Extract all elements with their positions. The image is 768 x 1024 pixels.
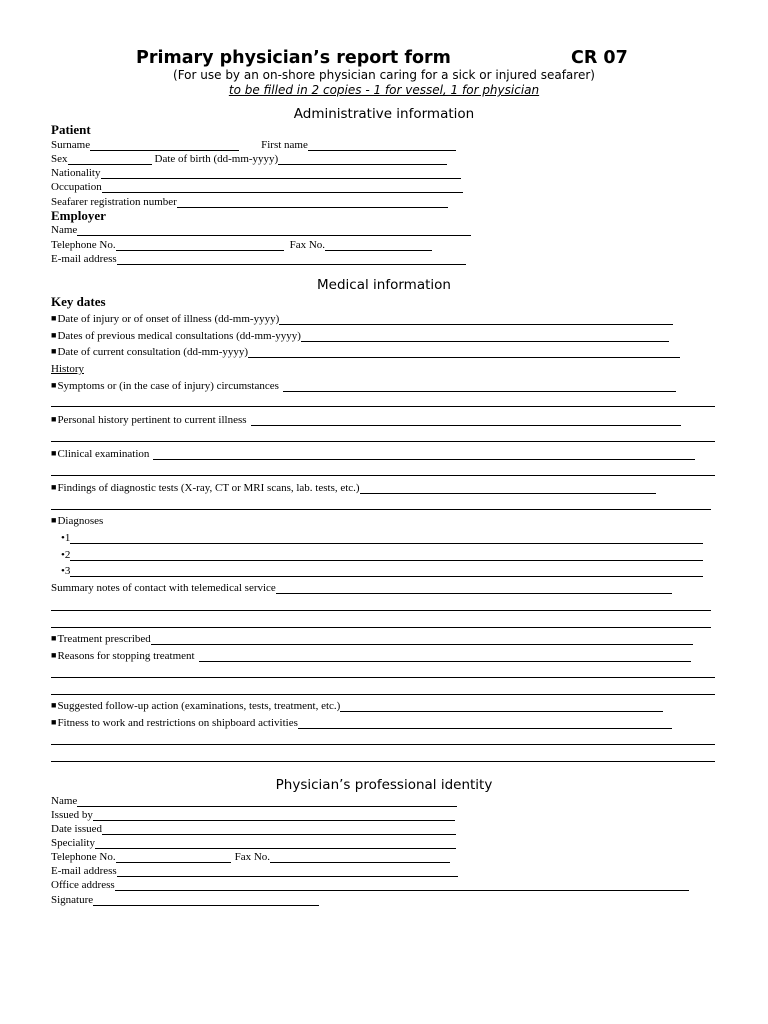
- personal-history-label: Personal history pertinent to current illness: [57, 414, 247, 426]
- clinical-exam-row: [51, 447, 695, 461]
- diagnosis-1-label: 1: [64, 532, 71, 544]
- dob-label: Date of birth (dd-mm-yyyy): [154, 153, 279, 165]
- fitness-label: Fitness to work and restrictions on shipboard activities: [57, 717, 298, 729]
- bullet-icon: ■: [51, 515, 57, 525]
- history-heading: History: [51, 363, 84, 375]
- current-consult-field[interactable]: [248, 346, 680, 358]
- bullet-icon: ■: [51, 700, 57, 710]
- stopping-reasons-extra-line-1[interactable]: [51, 677, 715, 678]
- physician-section-title: Physician’s professional identity: [275, 777, 493, 793]
- seafarer-reg-row: [51, 195, 448, 209]
- clinical-exam-field[interactable]: [153, 448, 695, 460]
- small-bullet-icon: •: [61, 549, 65, 561]
- physician-email-row: [51, 864, 458, 878]
- personal-history-field[interactable]: [251, 414, 681, 426]
- history-heading-row: [51, 362, 84, 376]
- telemedical-field[interactable]: [276, 582, 672, 594]
- form-title-bar: [0, 48, 768, 70]
- signature-row: [51, 893, 319, 907]
- diagnoses-label: Diagnoses: [57, 515, 104, 527]
- employer-fax-label: Fax No.: [289, 239, 326, 251]
- form-title: Primary physician’s report form: [136, 48, 451, 68]
- first-name-label: First name: [261, 139, 308, 151]
- physician-telephone-label: Telephone No.: [51, 851, 116, 863]
- clinical-exam-extra-line[interactable]: [51, 475, 715, 476]
- seafarer-reg-label: Seafarer registration number: [51, 196, 177, 208]
- symptoms-extra-line[interactable]: [51, 406, 715, 407]
- physician-name-label: Name: [51, 795, 78, 807]
- injury-date-field[interactable]: [279, 313, 673, 325]
- employer-email-label: E-mail address: [51, 253, 117, 265]
- admin-section-title: Administrative information: [293, 106, 475, 122]
- previous-consults-row: [51, 329, 669, 343]
- symptoms-label: Symptoms or (in the case of injury) circumstances: [57, 380, 279, 392]
- telemedical-row: [51, 581, 672, 595]
- diagnosis-2-field[interactable]: [70, 549, 703, 561]
- fitness-extra-line-2[interactable]: [51, 761, 715, 762]
- stopping-reasons-row: [51, 649, 691, 663]
- signature-label: Signature: [51, 894, 94, 906]
- previous-consults-field[interactable]: [301, 330, 669, 342]
- employer-email-row: [51, 252, 466, 266]
- bullet-icon: ■: [51, 330, 57, 340]
- sex-field[interactable]: [68, 153, 152, 165]
- current-consult-row: [51, 345, 680, 359]
- dob-field[interactable]: [278, 153, 447, 165]
- issued-by-label: Issued by: [51, 809, 93, 821]
- fitness-row: [51, 716, 672, 730]
- physician-name-field[interactable]: [77, 795, 457, 807]
- issued-by-field[interactable]: [93, 809, 455, 821]
- speciality-row: [51, 836, 456, 850]
- physician-telephone-field[interactable]: [116, 851, 231, 863]
- clinical-exam-label: Clinical examination: [57, 448, 150, 460]
- key-dates-heading: Key dates: [51, 294, 106, 309]
- bullet-icon: ■: [51, 313, 57, 323]
- date-issued-row: [51, 822, 456, 836]
- previous-consults-label: Dates of previous medical consultations (dd-mm-yyyy): [57, 330, 301, 342]
- small-bullet-icon: •: [61, 565, 65, 577]
- bullet-icon: ■: [51, 482, 57, 492]
- speciality-label: Speciality: [51, 837, 95, 849]
- injury-date-row: [51, 312, 673, 326]
- issued-by-row: [51, 808, 455, 822]
- signature-field[interactable]: [93, 894, 319, 906]
- diagnostic-tests-extra-line[interactable]: [51, 509, 711, 510]
- bullet-icon: ■: [51, 633, 57, 643]
- medical-section-title: Medical information: [317, 277, 451, 293]
- bullet-icon: ■: [51, 346, 57, 356]
- diagnosis-1-field[interactable]: [70, 532, 703, 544]
- diagnosis-3-field[interactable]: [70, 565, 703, 577]
- treatment-row: [51, 632, 693, 646]
- fitness-field[interactable]: [298, 717, 672, 729]
- stopping-reasons-field[interactable]: [199, 650, 691, 662]
- diagnosis-2-row: [61, 548, 703, 562]
- date-issued-field[interactable]: [102, 823, 456, 835]
- speciality-field[interactable]: [95, 837, 456, 849]
- physician-name-row: [51, 794, 457, 808]
- symptoms-field[interactable]: [283, 380, 676, 392]
- bullet-icon: ■: [51, 380, 57, 390]
- diagnostic-tests-label: Findings of diagnostic tests (X-ray, CT or MRI scans, lab. tests, etc.): [57, 482, 360, 494]
- follow-up-label: Suggested follow-up action (examinations, tests, treatment, etc.): [57, 700, 341, 712]
- employer-heading: Employer: [51, 208, 106, 223]
- occupation-label: Occupation: [51, 181, 102, 193]
- office-address-label: Office address: [51, 879, 115, 891]
- employer-name-label: Name: [51, 224, 78, 236]
- nationality-row: [51, 166, 461, 180]
- first-name-field[interactable]: [308, 139, 456, 151]
- diagnostic-tests-row: [51, 481, 656, 495]
- surname-field[interactable]: [90, 139, 239, 151]
- small-bullet-icon: •: [61, 532, 65, 544]
- patient-heading: Patient: [51, 122, 91, 137]
- bullet-icon: ■: [51, 717, 57, 727]
- office-address-field[interactable]: [115, 879, 689, 891]
- occupation-row: [51, 180, 463, 194]
- telemedical-label: Summary notes of contact with telemedical service: [51, 582, 276, 594]
- physician-email-field[interactable]: [117, 865, 458, 877]
- diagnosis-2-label: 2: [64, 549, 71, 561]
- injury-date-label: Date of injury or of onset of illness (dd-mm-yyyy): [57, 313, 280, 325]
- current-consult-label: Date of current consultation (dd-mm-yyyy): [57, 346, 249, 358]
- office-address-row: [51, 878, 689, 892]
- stopping-reasons-extra-line-2[interactable]: [51, 694, 715, 695]
- treatment-label: Treatment prescribed: [57, 633, 151, 645]
- employer-telephone-label: Telephone No.: [51, 239, 116, 251]
- physician-email-label: E-mail address: [51, 865, 117, 877]
- stopping-reasons-label: Reasons for stopping treatment: [57, 650, 195, 662]
- surname-label: Surname: [51, 139, 91, 151]
- diagnosis-1-row: [61, 531, 703, 545]
- telemedical-extra-line-2[interactable]: [51, 627, 711, 628]
- sex-label: Sex: [51, 153, 68, 165]
- surname-row: [51, 138, 456, 152]
- occupation-field[interactable]: [102, 181, 463, 193]
- nationality-label: Nationality: [51, 167, 101, 179]
- diagnostic-tests-field[interactable]: [360, 482, 656, 494]
- employer-name-field[interactable]: [77, 224, 471, 236]
- bullet-icon: ■: [51, 414, 57, 424]
- personal-history-extra-line[interactable]: [51, 441, 715, 442]
- follow-up-row: [51, 699, 663, 713]
- telemedical-extra-line-1[interactable]: [51, 610, 711, 611]
- physician-fax-label: Fax No.: [234, 851, 271, 863]
- bullet-icon: ■: [51, 448, 57, 458]
- physician-fax-field[interactable]: [270, 851, 450, 863]
- bullet-icon: ■: [51, 650, 57, 660]
- nationality-field[interactable]: [101, 167, 461, 179]
- date-issued-label: Date issued: [51, 823, 103, 835]
- employer-fax-field[interactable]: [325, 239, 432, 251]
- copies-note: to be filled in 2 copies - 1 for vessel, 1 for physician: [228, 83, 540, 97]
- employer-telephone-field[interactable]: [116, 239, 284, 251]
- symptoms-row: [51, 379, 676, 393]
- sex-dob-row: [51, 152, 447, 166]
- treatment-field[interactable]: [151, 633, 693, 645]
- seafarer-reg-field[interactable]: [177, 196, 448, 208]
- form-code: CR 07: [571, 48, 628, 68]
- diagnoses-row: [51, 514, 103, 528]
- employer-phone-fax-row: [51, 238, 432, 252]
- form-subtitle: (For use by an on-shore physician caring for a sick or injured seafarer): [173, 68, 595, 82]
- employer-email-field[interactable]: [117, 253, 466, 265]
- employer-name-row: [51, 223, 471, 237]
- personal-history-row: [51, 413, 681, 427]
- diagnosis-3-label: 3: [64, 565, 71, 577]
- follow-up-field[interactable]: [340, 700, 663, 712]
- fitness-extra-line-1[interactable]: [51, 744, 715, 745]
- physician-phone-fax-row: [51, 850, 450, 864]
- diagnosis-3-row: [61, 564, 703, 578]
